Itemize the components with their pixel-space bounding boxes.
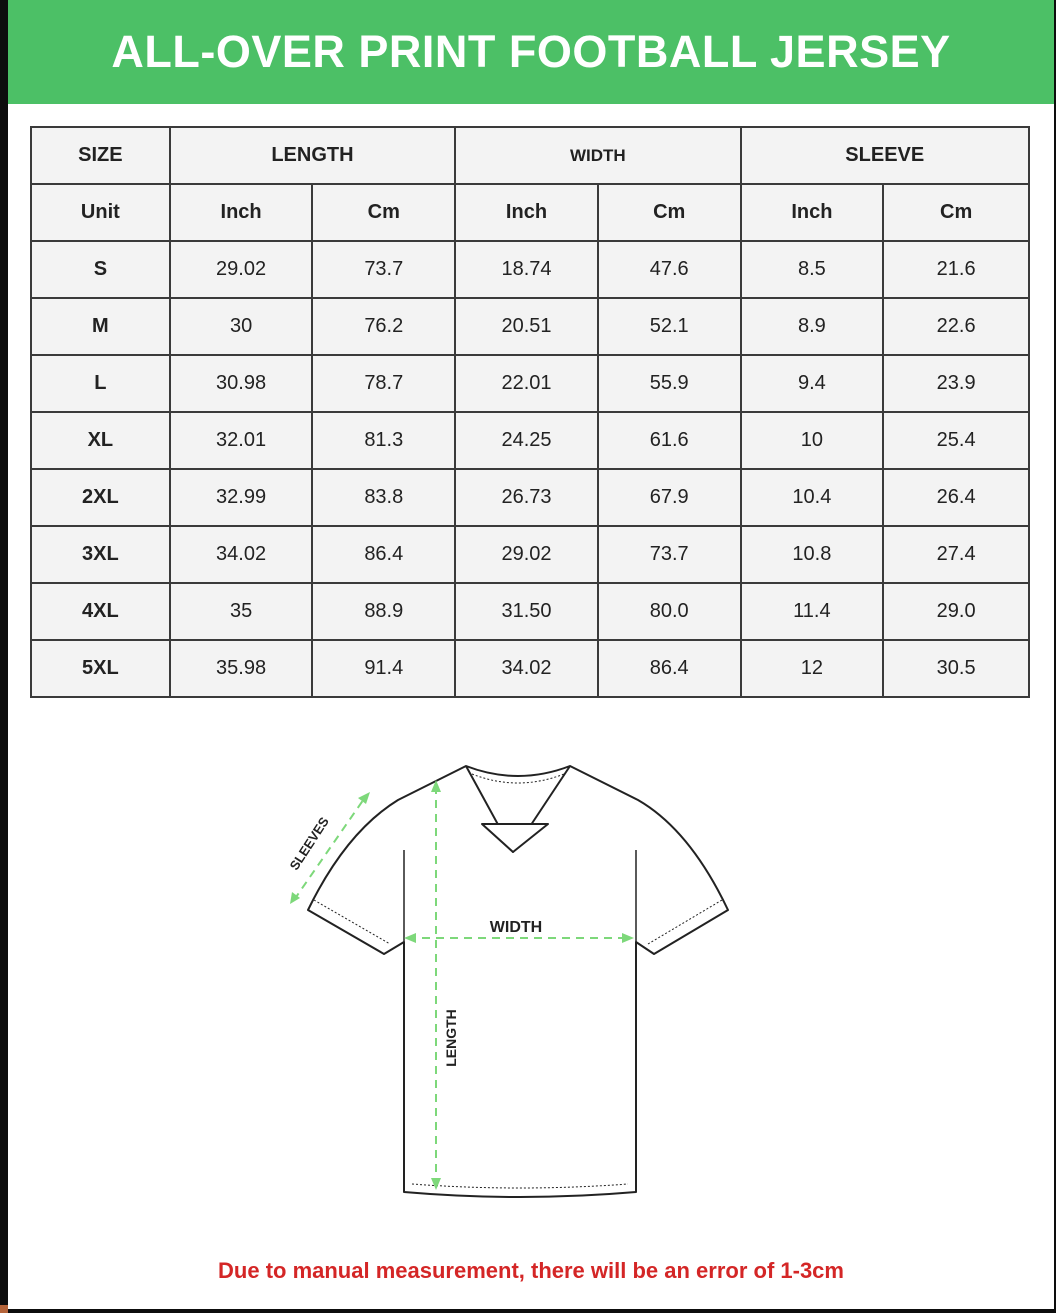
unit-cell: Cm <box>598 184 741 241</box>
unit-cell: Cm <box>883 184 1029 241</box>
measure-cell-sleeve-cm: 21.6 <box>883 241 1029 298</box>
measure-cell-width-in: 24.25 <box>455 412 598 469</box>
measure-cell-length-cm: 76.2 <box>312 298 455 355</box>
measure-cell-width-cm: 52.1 <box>598 298 741 355</box>
size-chart-sheet <box>8 0 1054 1309</box>
measure-cell-width-cm: 67.9 <box>598 469 741 526</box>
measure-cell-width-in: 29.02 <box>455 526 598 583</box>
measure-cell-length-in: 35 <box>170 583 313 640</box>
corner-edge <box>0 1305 8 1313</box>
measure-cell-sleeve-in: 8.5 <box>741 241 884 298</box>
measurement-note: Due to manual measurement, there will be an error of 1-3cm <box>218 1258 844 1283</box>
size-cell: 2XL <box>31 469 170 526</box>
table-row <box>31 241 1029 298</box>
measure-cell-sleeve-cm: 26.4 <box>883 469 1029 526</box>
measure-cell-sleeve-in: 10.8 <box>741 526 884 583</box>
measure-cell-width-in: 31.50 <box>455 583 598 640</box>
measure-cell-width-cm: 55.9 <box>598 355 741 412</box>
measure-cell-length-cm: 81.3 <box>312 412 455 469</box>
unit-row <box>31 184 1029 241</box>
table-row <box>31 469 1029 526</box>
header-size: SIZE <box>31 127 170 184</box>
size-cell: L <box>31 355 170 412</box>
header-length: LENGTH <box>170 127 455 184</box>
unit-cell: Cm <box>312 184 455 241</box>
table-row <box>31 355 1029 412</box>
unit-cell: Inch <box>455 184 598 241</box>
measure-cell-length-in: 32.01 <box>170 412 313 469</box>
size-table <box>30 126 1030 698</box>
unit-label: Unit <box>31 184 170 241</box>
measure-cell-width-cm: 61.6 <box>598 412 741 469</box>
header-sleeve: SLEEVE <box>741 127 1029 184</box>
measure-cell-width-in: 20.51 <box>455 298 598 355</box>
table-row <box>31 412 1029 469</box>
measure-cell-length-cm: 91.4 <box>312 640 455 697</box>
jersey-diagram <box>8 740 1054 1250</box>
measure-cell-sleeve-cm: 30.5 <box>883 640 1029 697</box>
title-banner <box>8 0 1054 104</box>
size-cell: 3XL <box>31 526 170 583</box>
measure-cell-length-in: 34.02 <box>170 526 313 583</box>
measure-cell-width-cm: 86.4 <box>598 640 741 697</box>
measure-cell-length-cm: 88.9 <box>312 583 455 640</box>
measure-cell-width-cm: 73.7 <box>598 526 741 583</box>
table-row <box>31 526 1029 583</box>
length-label: LENGTH <box>443 1009 459 1067</box>
unit-cell: Inch <box>170 184 313 241</box>
measure-cell-length-cm: 83.8 <box>312 469 455 526</box>
measure-cell-length-cm: 78.7 <box>312 355 455 412</box>
jersey-outline-icon <box>308 766 728 1197</box>
measure-cell-sleeve-in: 11.4 <box>741 583 884 640</box>
measure-cell-length-in: 32.99 <box>170 469 313 526</box>
header-width: WIDTH <box>455 127 740 184</box>
table-header-row <box>31 127 1029 184</box>
measure-cell-sleeve-cm: 29.0 <box>883 583 1029 640</box>
table-row <box>31 640 1029 697</box>
unit-cell: Inch <box>741 184 884 241</box>
measure-cell-sleeve-cm: 23.9 <box>883 355 1029 412</box>
size-cell: M <box>31 298 170 355</box>
measure-cell-sleeve-cm: 25.4 <box>883 412 1029 469</box>
measure-cell-length-in: 29.02 <box>170 241 313 298</box>
measure-cell-sleeve-cm: 27.4 <box>883 526 1029 583</box>
measure-cell-sleeve-cm: 22.6 <box>883 298 1029 355</box>
measure-cell-sleeve-in: 10.4 <box>741 469 884 526</box>
measure-cell-sleeve-in: 8.9 <box>741 298 884 355</box>
table-row <box>31 298 1029 355</box>
measure-cell-sleeve-in: 9.4 <box>741 355 884 412</box>
measure-cell-sleeve-in: 12 <box>741 640 884 697</box>
measure-cell-length-cm: 73.7 <box>312 241 455 298</box>
page-title: ALL-OVER PRINT FOOTBALL JERSEY <box>111 26 951 77</box>
measure-cell-width-in: 34.02 <box>455 640 598 697</box>
measure-cell-width-in: 26.73 <box>455 469 598 526</box>
width-label: WIDTH <box>489 919 543 936</box>
sleeves-label: SLEEVES <box>286 814 332 873</box>
measure-cell-width-in: 22.01 <box>455 355 598 412</box>
size-cell: S <box>31 241 170 298</box>
measure-cell-sleeve-in: 10 <box>741 412 884 469</box>
measure-cell-length-in: 35.98 <box>170 640 313 697</box>
table-row <box>31 583 1029 640</box>
measure-cell-width-cm: 47.6 <box>598 241 741 298</box>
size-cell: 5XL <box>31 640 170 697</box>
size-cell: XL <box>31 412 170 469</box>
measure-cell-length-cm: 86.4 <box>312 526 455 583</box>
size-cell: 4XL <box>31 583 170 640</box>
measure-cell-width-cm: 80.0 <box>598 583 741 640</box>
measure-cell-length-in: 30.98 <box>170 355 313 412</box>
measure-cell-width-in: 18.74 <box>455 241 598 298</box>
measure-cell-length-in: 30 <box>170 298 313 355</box>
